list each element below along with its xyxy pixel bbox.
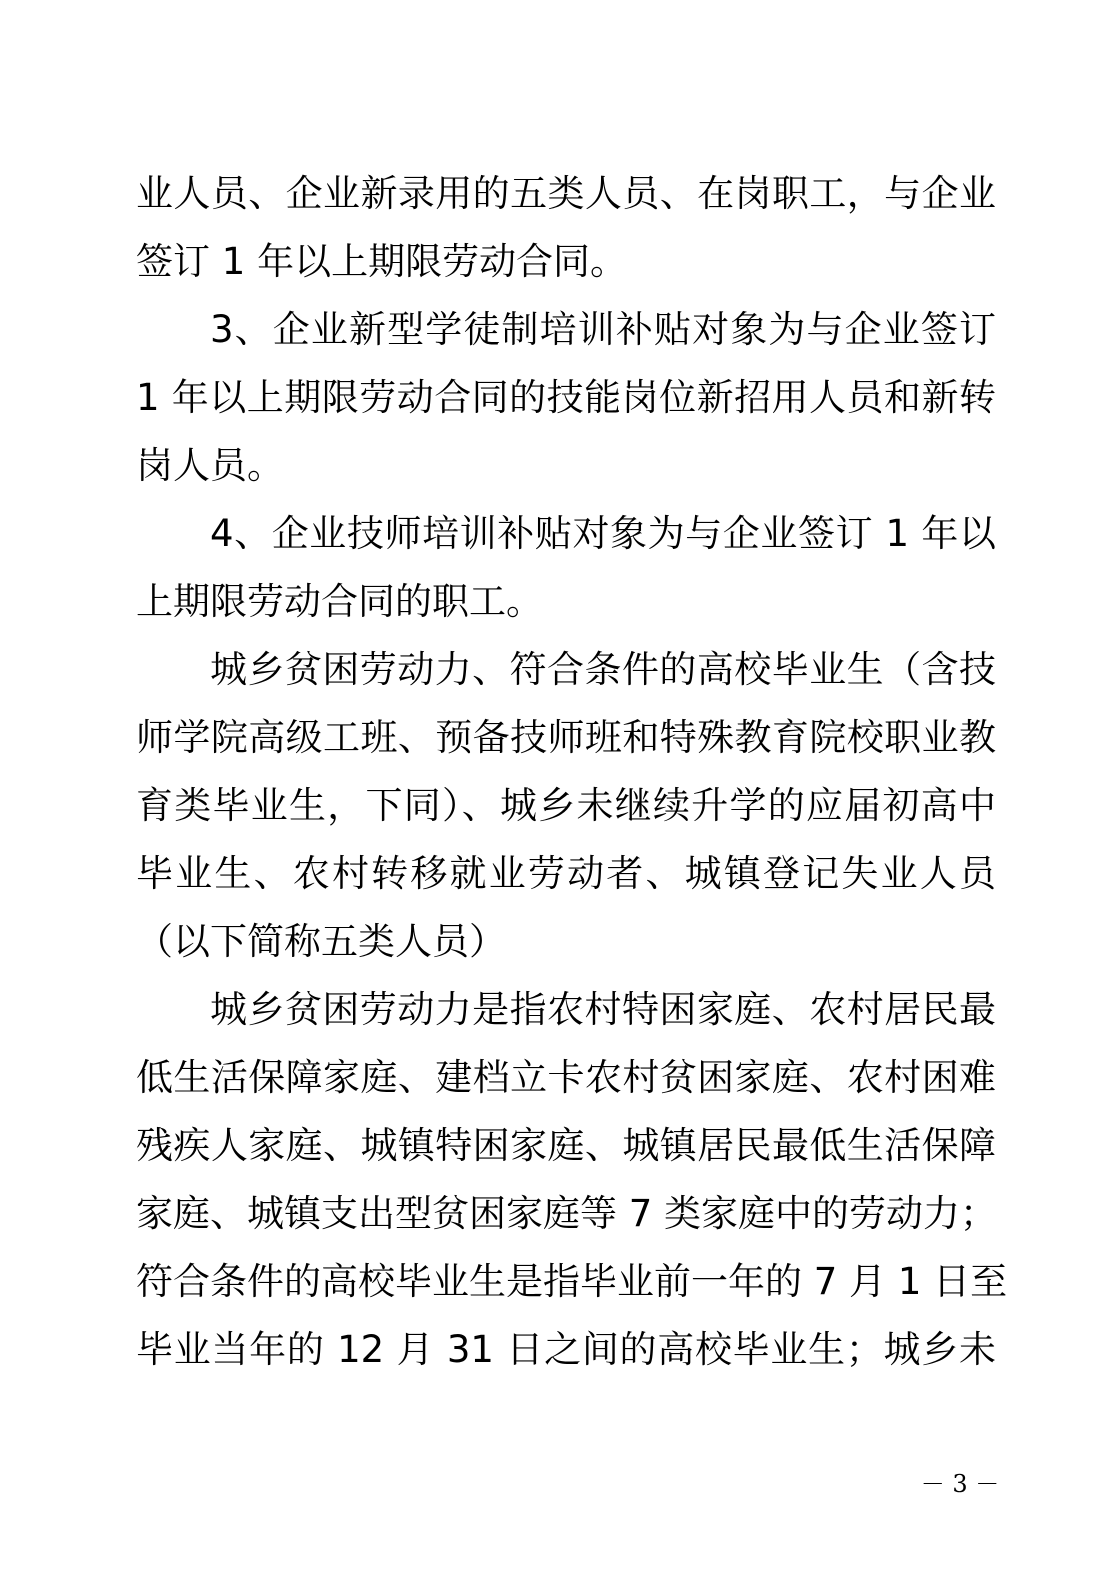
text-line: 3、企业新型学徒制培训补贴对象为与企业签订 (210, 308, 996, 351)
text-line: 岗人员。 (136, 444, 284, 487)
text-line: 上期限劳动合同的职工。 (136, 580, 543, 623)
text-line: 低生活保障家庭、建档立卡农村贫困家庭、农村困难 (136, 1056, 996, 1099)
text-line: 毕业生、农村转移就业劳动者、城镇登记失业人员 (136, 852, 996, 895)
text-line: 业人员、企业新录用的五类人员、在岗职工，与企业 (136, 172, 996, 215)
text-line: 师学院高级工班、预备技师班和特殊教育院校职业教 (136, 716, 996, 759)
text-line: （以下简称五类人员） (136, 920, 506, 963)
text-line: 毕业当年的 12 月 31 日之间的高校毕业生；城乡未 (136, 1328, 996, 1371)
text-line: 1 年以上期限劳动合同的技能岗位新招用人员和新转 (136, 376, 996, 419)
text-line: 符合条件的高校毕业生是指毕业前一年的 7 月 1 日至 (136, 1260, 1008, 1303)
text-line: 家庭、城镇支出型贫困家庭等 7 类家庭中的劳动力； (136, 1192, 998, 1235)
text-line: 城乡贫困劳动力、符合条件的高校毕业生（含技 (210, 648, 996, 691)
page-number: － 3 － (920, 1470, 1000, 1498)
document-body (136, 160, 1008, 1384)
text-line: 育类毕业生，下同）、城乡未继续升学的应届初高中 (136, 784, 996, 827)
text-line: 4、企业技师培训补贴对象为与企业签订 1 年以 (210, 512, 996, 555)
text-line: 签订 1 年以上期限劳动合同。 (136, 240, 628, 283)
text-line: 残疾人家庭、城镇特困家庭、城镇居民最低生活保障 (136, 1124, 996, 1167)
text-line: 城乡贫困劳动力是指农村特困家庭、农村居民最 (210, 988, 996, 1031)
